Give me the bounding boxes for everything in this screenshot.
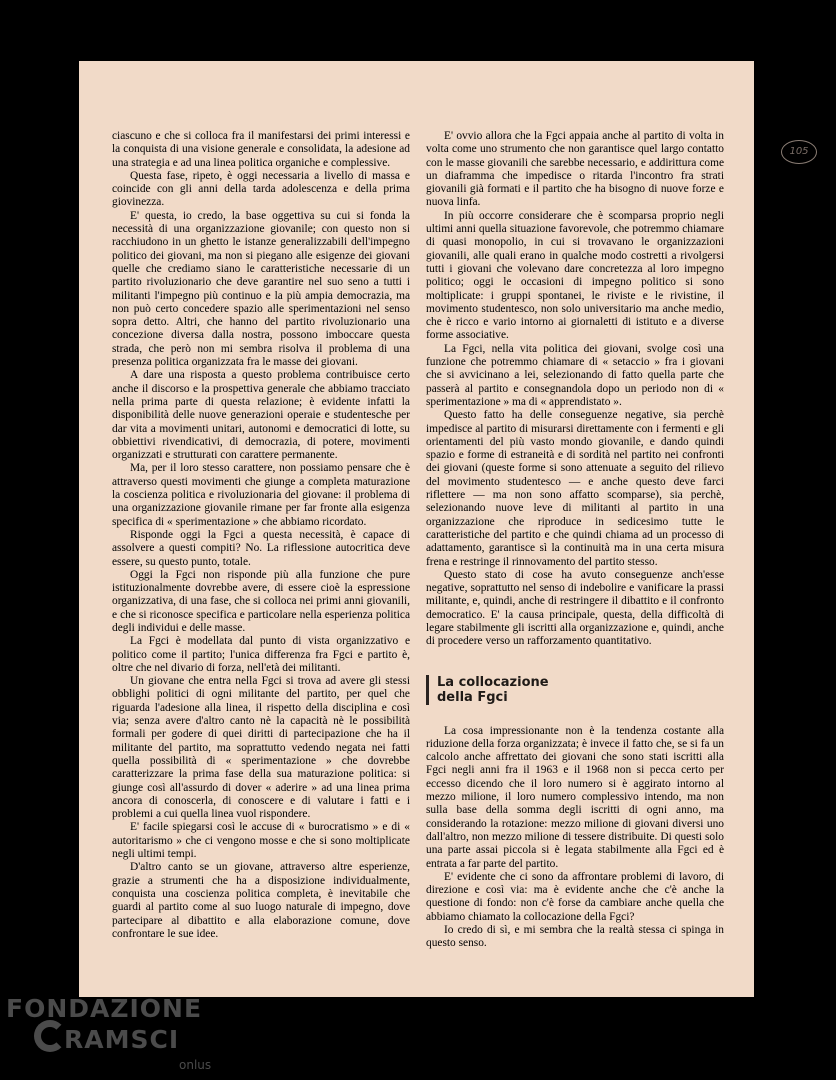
paragraph: Un giovane che entra nella Fgci si trova ad avere gli stessi obblighi politici di ogni militante del partito, per quel che riguarda l'adesione alla linea, il rispetto della disciplina e così via; senza avere d'altro canto nè la capacità nè le possibilità formali per godere di quei diritti di partecipazione che ha il militante del partito, ma soprattutto vedendo negata nei fatti quella possibilità di « sperimentazione » che dovrebbe caratterizzare la prima fase della sua maturazione politica: si giunge così all'assurdo di dover « aderire » ad una linea prima ancora di conoscerla, di conoscere e di valutare i fatti e i problemi a cui quella linea vuol rispondere. — [112, 675, 410, 821]
section-heading — [426, 675, 724, 705]
paragraph: La Fgci, nella vita politica dei giovani, svolge così una funzione che potremmo chiamare di « setaccio » fra i giovani che si avvicinano a lei, selezionando di fatto quella parte che passerà al partito e consegnandola dopo un periodo non di « sperimentazione » ma di « apprendistato ». — [426, 342, 724, 408]
paragraph: Questa fase, ripeto, è oggi necessaria a livello di massa e coincide con gli anni della tarda adolescenza e della prima giovinezza. — [112, 169, 410, 209]
paragraph: La Fgci è modellata dal punto di vista organizzativo e politico come il partito; l'unica differenza fra Fgci e partito è, oltre che nel divario di forza, nell'età dei militanti. — [112, 635, 410, 674]
right-column — [426, 130, 724, 951]
paragraph: Questo fatto ha delle conseguenze negative, sia perchè impedisce al partito di misurarsi direttamente con i fermenti e gli orientamenti del più vasto mondo giovanile, e dando quindi spazio e forme di estraneità e di sordità nel partito nei confronti dei giovani (queste forme si sono attenuate a seguito del rilievo del movimento studentesco — e anche questo deve farci riflettere — ma non sono affatto scomparse), sia perchè, selezionando nuove leve di militanti al partito in una organizzazione che riproduce in sedicesimo tutte le caratteristiche del partito e che quindi chiama ad un processo di adattamento, garantisce sì la continuità ma in una certa misura frena e restringe il rinnovamento del partito stesso. — [426, 409, 724, 568]
logo-line: onlus — [179, 1058, 212, 1072]
logo-g-icon — [34, 1020, 66, 1052]
left-column — [112, 130, 410, 941]
paragraph: A dare una risposta a questo problema contribuisce certo anche il discorso e la prospettiva generale che abbiamo tracciato nella prima parte di questa relazione; è evidente infatti la disponibilità delle nuove generazioni operaie e studentesche per dar vita a movimenti unitari, autonomi e democratici di lotte, su obbiettivi rivendicativi, di democrazia, di potere, movimenti organizzati e strutturati con carattere permanente. — [112, 369, 410, 462]
paragraph: Io credo di sì, e mi sembra che la realtà stessa ci spinga in questo senso. — [426, 924, 724, 950]
paragraph: ciascuno e che si colloca fra il manifestarsi dei primi interessi e la conquista di una visione generale e consolidata, la adesione ad una strategia e ad una linea politica organiche e complessive. — [112, 130, 410, 169]
paragraph: E' evidente che ci sono da affrontare problemi di lavoro, di direzione e così via: ma è evidente anche che c'è anche la questione di fondo: non c'è forse da cambiare anche quella che abbiamo chiamato la collocazione della Fgci? — [426, 870, 724, 923]
page-number-stamp: 105 — [781, 140, 817, 164]
paragraph: Oggi la Fgci non risponde più alla funzione che pure istituzionalmente dovrebbe avere, di essere cioè la espressione organizzativa, di una fase, che si colloca nei primi anni giovanili, e che si riconosce specifica e particolare nella esperienza politica degli individui e delle masse. — [112, 568, 410, 634]
logo-line: RAMSCI — [64, 1025, 180, 1054]
paragraph: E' questa, io credo, la base oggettiva su cui si fonda la necessità di una organizzazione giovanile; con questo non si racchiudono in un ghetto le istanze generalizzabili dell'impegno politico dei giovani, ma non si piegano alle esigenze dei giovani quelle che crediamo siano le caratteristiche necessarie di un partito rivoluzionario che deve garantire nel suo seno a tutti i militanti l'impegno più continuo e la più ampia democrazia, ma non può certo concedere spazio alle sperimentazioni nel senso sopra detto. Altri, che hanno del partito rivoluzionario una concezione diversa dalla nostra, possono imboccare questa strada, che però non mi sembra risolva il problema di una presenza politica organizzata fra le masse dei giovani. — [112, 209, 410, 369]
paragraph: La cosa impressionante non è la tendenza costante alla riduzione della forza organizzata; è invece il fatto che, se si fa un calcolo anche affrettato dei giovani che sono stati iscritti alla Fgci negli anni fra il 1963 e il 1968 non si pecca certo per eccesso dicendo che il loro numero si è aggirato intorno al mezzo milione, il loro numero complessivo intendo, ma non sulla base della somma degli iscritti di ogni anno, ma considerando la rotazione: mezzo milione di giovani diversi uno dall'altro, non mezzo milione di tessere distribuite. Di questi solo una parte assai piccola si è legata stabilmente alla Fgci ed è entrata a far parte del partito. — [426, 724, 724, 870]
paragraph: E' ovvio allora che la Fgci appaia anche al partito di volta in volta come uno strumento che non garantisce quel largo contatto con le masse giovanili che sarebbe necessario, e addirittura come un diaframma che impedisce o ritarda l'incontro fra strati giovanili già formati e il partito che ha bisogno di nuove forze e nuova linfa. — [426, 130, 724, 209]
paragraph: Ma, per il loro stesso carattere, non possiamo pensare che è attraverso questi movimenti che giunge a completa maturazione la coscienza politica e rivoluzionaria del giovane: il problema di una organizzazione giovanile rimane per far fronte alla esigenza specifica di « sperimentazione » che abbiamo ricordato. — [112, 462, 410, 528]
section-heading-line: La collocazione — [437, 674, 549, 690]
paragraph: E' facile spiegarsi così le accuse di « burocratismo » e di « autoritarismo » che ci vengono mosse e che si sono moltiplicate negli ultimi tempi. — [112, 821, 410, 861]
paragraph: Risponde oggi la Fgci a questa necessità, è capace di assolvere a questi compiti? No. La riflessione autocritica deve essere, su questo punto, totale. — [112, 528, 410, 568]
logo-line: FONDAZIONE — [6, 994, 203, 1023]
section-heading-line: della Fgci — [437, 689, 508, 705]
paragraph: Questo stato di cose ha avuto conseguenze anch'esse negative, soprattutto nel senso di indebolire e vanificare la prassi militante, e, quindi, anche di restringere il dibattito e il confronto democratico. E' la causa principale, questa, della difficoltà di legare stabilmente gli iscritti alla organizzazione e, quindi, anche di procedere verso un rafforzamento quantitativo. — [426, 568, 724, 648]
paragraph: In più occorre considerare che è scomparsa proprio negli ultimi anni quella situazione favorevole, che potremmo chiamare di quasi monopolio, in cui si trovavano le organizzazioni giovanili, alle quali erano in qualche modo costretti a rivolgersi tutti i giovani che volevano dare concretezza al loro impegno politico; oggi le occasioni di impegno politico si sono moltiplicate: i gruppi spontanei, le riviste e le rivistine, il movimento studentesco, non solo universitario ma anche medio, che è ricco e vario intorno ai giornaletti di istituto e a diverse forme associative. — [426, 209, 724, 342]
fondazione-gramsci-logo — [6, 992, 226, 1080]
paragraph: D'altro canto se un giovane, attraverso altre esperienze, grazie a strumenti che ha a disposizione individualmente, conquista una coscienza politica completa, è inevitabile che guardi al partito come al suo luogo naturale di impegno, dove partecipare al dibattito e alla elaborazione comune, dove confrontare le sue idee. — [112, 861, 410, 940]
